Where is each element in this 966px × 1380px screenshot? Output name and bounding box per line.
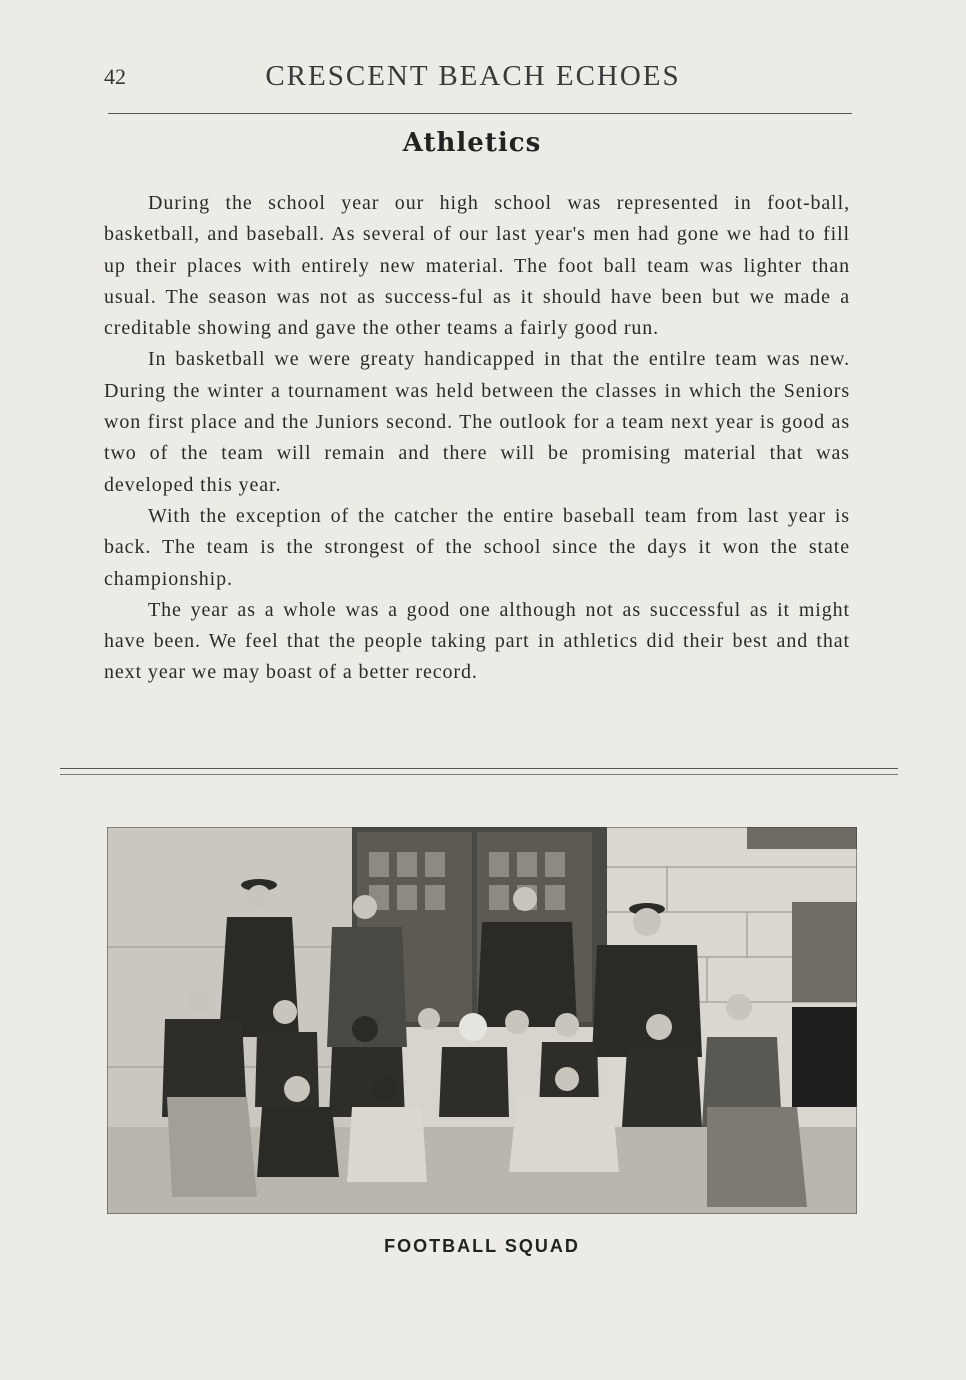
section-divider [60, 768, 898, 769]
header-rule [108, 113, 852, 114]
paragraph-4: The year as a whole was a good one although not as successful as it might have been. We feel that the people taking part in athletics did their best and that next year we may boast of a better record. [104, 598, 850, 684]
running-title: CRESCENT BEACH ECHOES [265, 60, 681, 92]
paragraph-2: In basketball we were greaty handicapped in that the entilre team was new. During the winter a tournament was held between the classes in which the Seniors won first place and the Juniors second. The outlook for a team next year is good as two of the team will remain and there will be promising material that was developed this year. [104, 348, 850, 496]
section-divider-secondary [60, 774, 898, 775]
football-squad-photo [107, 827, 857, 1214]
photo-caption: FOOTBALL SQUAD [384, 1236, 580, 1256]
section-title: Athletics [402, 128, 542, 158]
paragraph-3: With the exception of the catcher the entire baseball team from last year is back. The team is the strongest of the school since the days it won the state championship. [104, 504, 850, 590]
paragraph-1: During the school year our high school was represented in foot-ball, basketball, and baseball. As several of our last year's men had gone we had to fill up their places with entirely new material. The foot ball team was lighter than usual. The season was not as success-ful as it should have been but we made a creditable showing and gave the other teams a fairly good run. [104, 192, 850, 340]
article-body [104, 188, 850, 689]
page-number: 42 [104, 64, 126, 89]
